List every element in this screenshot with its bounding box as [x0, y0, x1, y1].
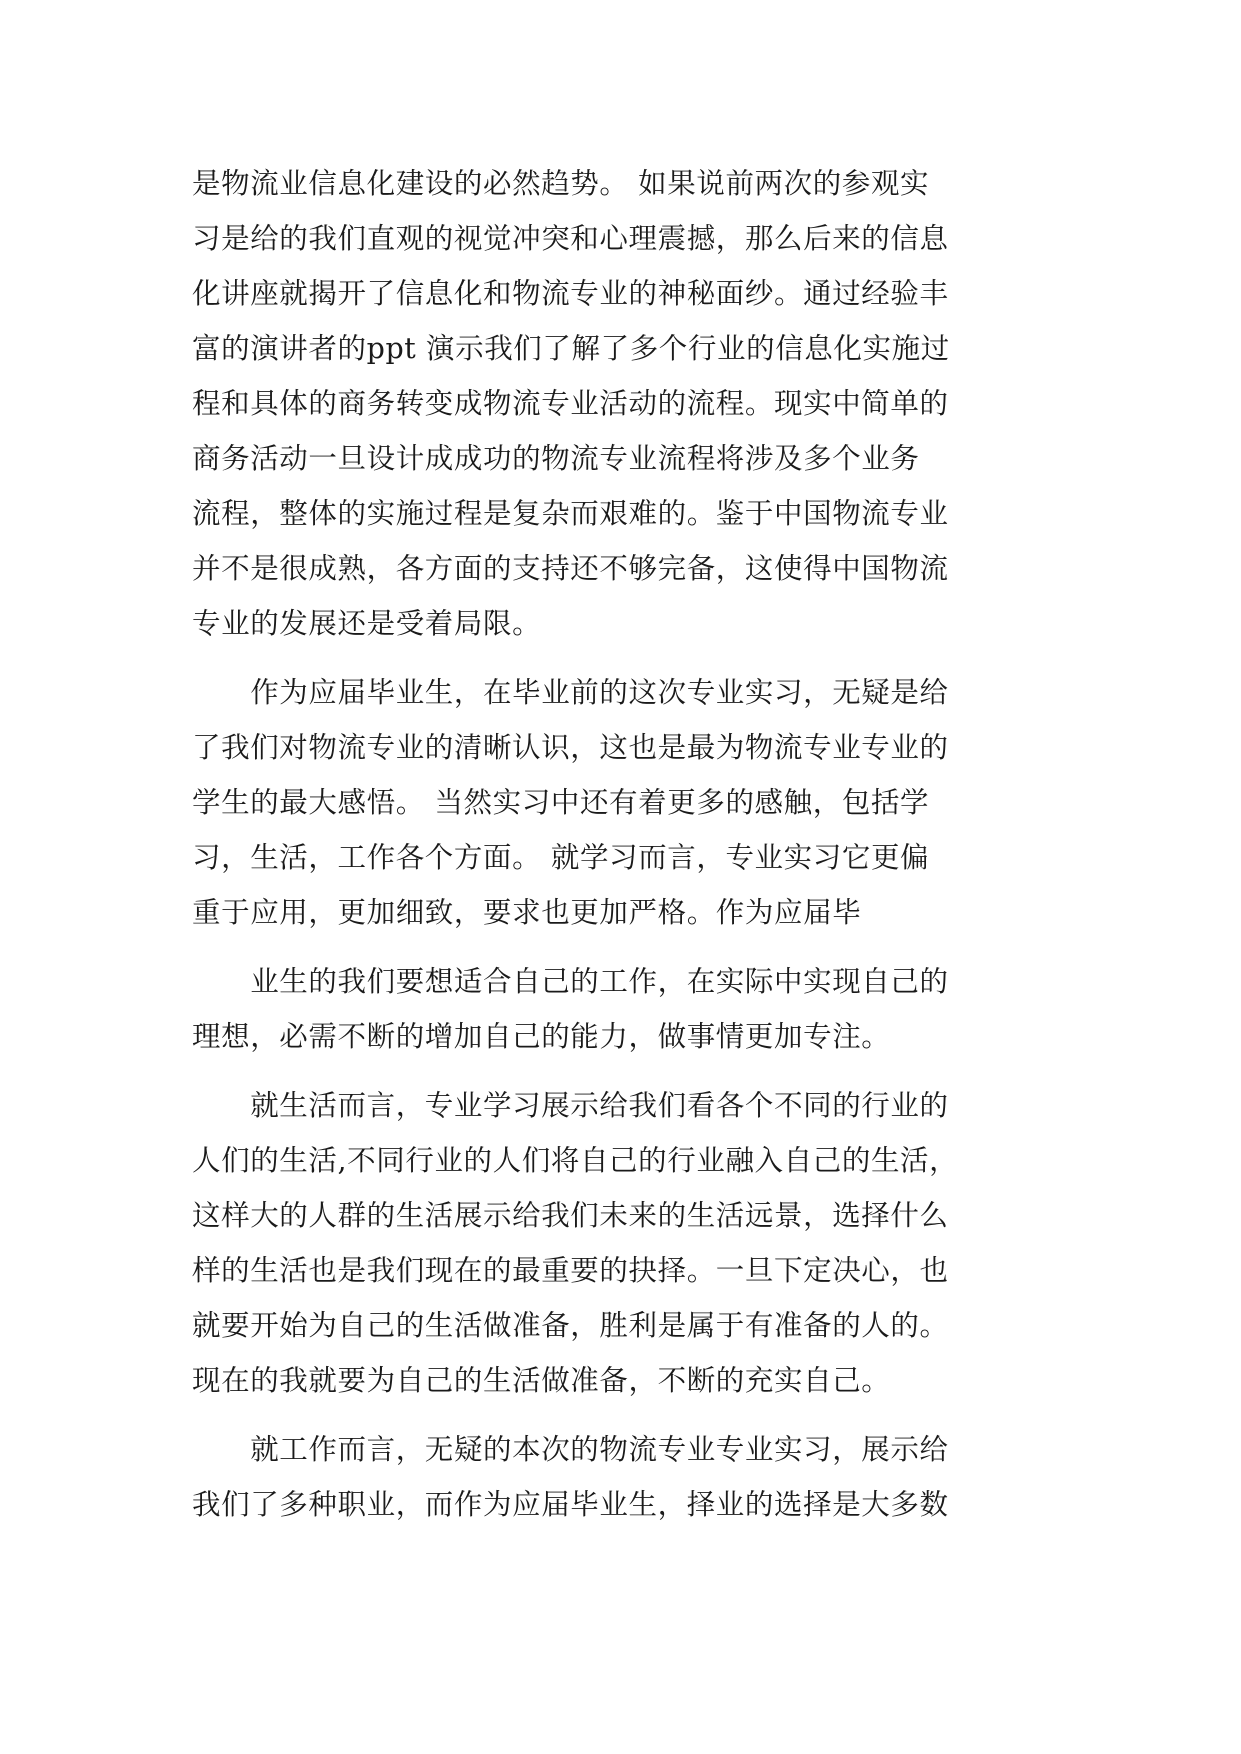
text-line: 业生的我们要想适合自己的工作，在实际中实现自己的 [192, 965, 949, 998]
text-line: 重于应用，更加细致，要求也更加严格。作为应届毕 [192, 896, 862, 929]
text-line: 样的生活也是我们现在的最重要的抉择。一旦下定决心，也 [192, 1254, 949, 1287]
text-line: 习，生活，工作各个方面。 就学习而言，专业实习它更偏 [192, 841, 930, 874]
text-line: 富的演讲者的ppt 演示我们了解了多个行业的信息化实施过 [192, 332, 950, 365]
text-line: 是物流业信息化建设的必然趋势。 如果说前两次的参观实 [192, 167, 930, 200]
text-line: 学生的最大感悟。 当然实习中还有着更多的感触，包括学 [192, 786, 930, 819]
text-line: 流程，整体的实施过程是复杂而艰难的。鉴于中国物流专业 [192, 497, 949, 530]
text-line: 化讲座就揭开了信息化和物流专业的神秘面纱。通过经验丰 [192, 277, 949, 310]
text-line: 作为应届毕业生，在毕业前的这次专业实习，无疑是给 [192, 676, 949, 709]
text-line: 专业的发展还是受着局限。 [192, 607, 542, 640]
text-line: 程和具体的商务转变成物流专业活动的流程。现实中简单的 [192, 387, 949, 420]
text-line: 习是给的我们直观的视觉冲突和心理震撼，那么后来的信息 [192, 222, 949, 255]
text-line: 这样大的人群的生活展示给我们未来的生活远景，选择什么 [192, 1199, 949, 1232]
text-line: 并不是很成熟，各方面的支持还不够完备，这使得中国物流 [192, 552, 949, 585]
text-line: 就生活而言，专业学习展示给我们看各个不同的行业的 [192, 1089, 949, 1122]
text-line: 就工作而言，无疑的本次的物流专业专业实习，展示给 [192, 1433, 949, 1466]
text-line: 理想，必需不断的增加自己的能力，做事情更加专注。 [192, 1020, 891, 1053]
text-line: 了我们对物流专业的清晰认识，这也是最为物流专业专业的 [192, 731, 949, 764]
text-line: 商务活动一旦设计成成功的物流专业流程将涉及多个业务 [192, 442, 920, 475]
body-text [192, 156, 1092, 1532]
text-line: 人们的生活,不同行业的人们将自己的行业融入自己的生活， [192, 1144, 959, 1177]
text-line: 就要开始为自己的生活做准备，胜利是属于有准备的人的。 [192, 1309, 949, 1342]
text-line: 我们了多种职业，而作为应届毕业生，择业的选择是大多数 [192, 1488, 949, 1521]
text-line: 现在的我就要为自己的生活做准备，不断的充实自己。 [192, 1364, 891, 1397]
